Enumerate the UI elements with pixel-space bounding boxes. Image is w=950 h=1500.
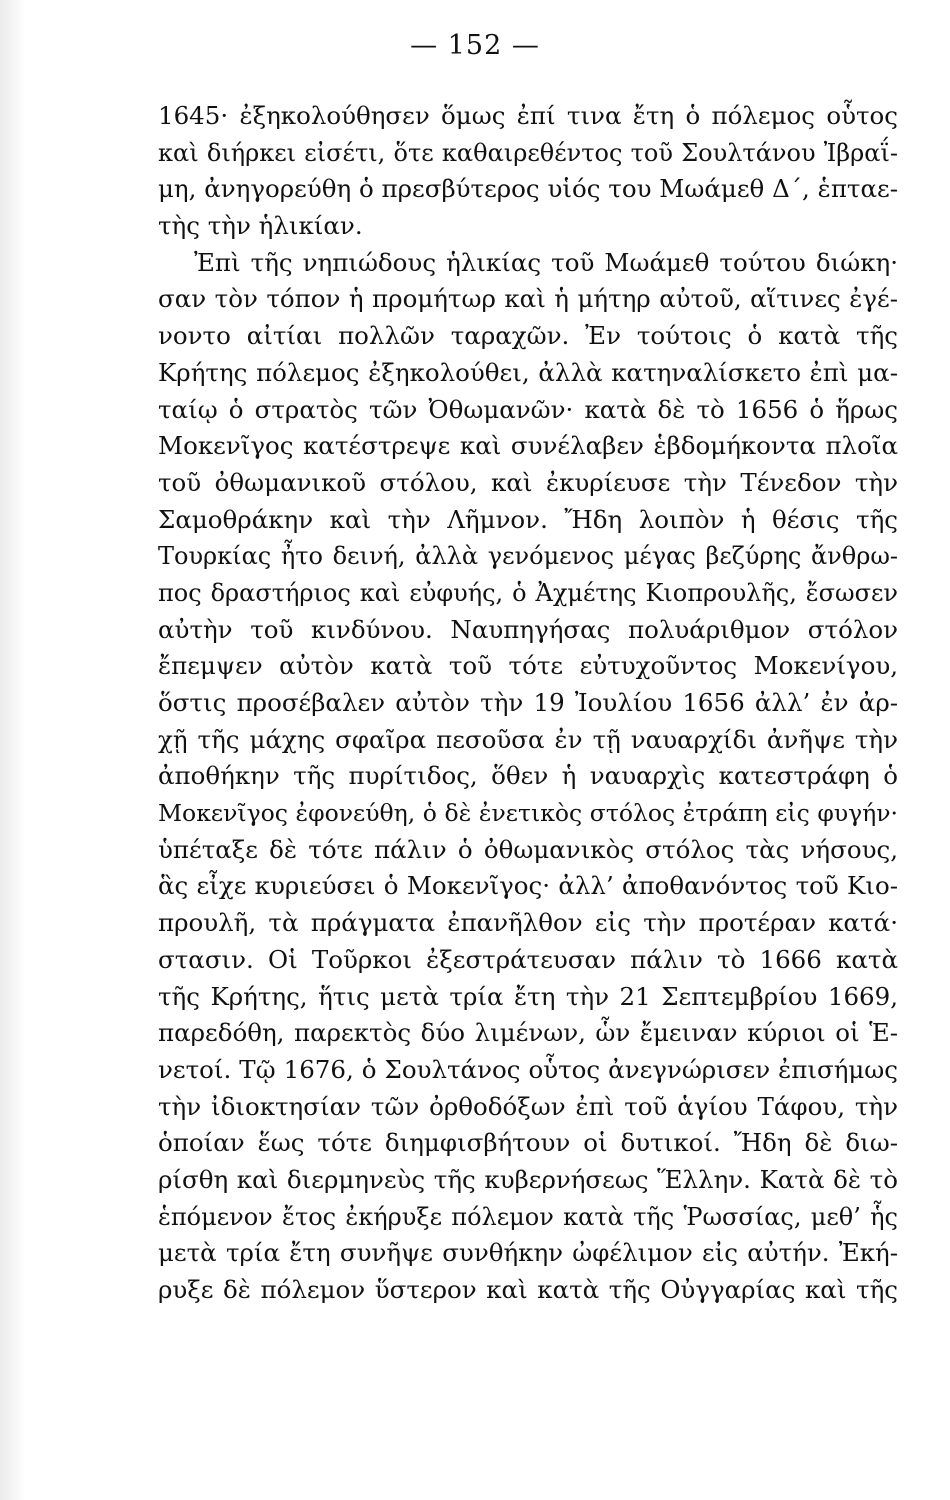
text-line: ὁποίαν ἕως τότε διημφισβήτουν οἱ δυτικοί. Ἤδη δὲ διω- <box>158 1128 898 1158</box>
text-line: καὶ διήρκει εἰσέτι, ὅτε καθαιρεθέντος τοῦ Σουλτάνου Ἰβραΐ- <box>158 138 898 167</box>
page-number: — 152 — <box>410 30 540 61</box>
text-line: προυλῆ, τὰ πράγματα ἐπανῆλθον εἰς τὴν προτέραν κατά· <box>158 908 898 938</box>
text-line: ὅστις προσέβαλεν αὐτὸν τὴν 19 Ἰουλίου 1656 ἀλλ’ ἐν ἀρ- <box>158 688 898 717</box>
page-fold-shadow <box>0 0 26 1500</box>
text-line: Τουρκίας ἦτο δεινή, ἀλλὰ γενόμενος μέγας βεζύρης ἄνθρω- <box>158 542 898 571</box>
text-line: Κρήτης πόλεμος ἐξηκολούθει, ἀλλὰ κατηναλίσκετο ἐπὶ μα- <box>158 357 898 387</box>
text-line: σαν τὸν τόπον ἡ προμήτωρ καὶ ἡ μήτηρ αὐτοῦ, αἵτινες ἐγέ- <box>158 284 898 314</box>
text-line: ἑπόμενον ἔτος ἐκήρυξε πόλεμον κατὰ τῆς Ῥωσσίας, μεθ’ ἧς <box>158 1202 898 1231</box>
text-line: Μοκενῖγος ἐφονεύθη, ὁ δὲ ἐνετικὸς στόλος ἐτράπη εἰς φυγήν· <box>158 799 898 828</box>
text-line: χῇ τῆς μάχης σφαῖρα πεσοῦσα ἐν τῇ ναυαρχίδι ἀνῆψε τὴν <box>158 724 898 754</box>
text-line: Σαμοθράκην καὶ τὴν Λῆμνον. Ἤδη λοιπὸν ἡ θέσις τῆς <box>158 504 898 534</box>
text-line: τοῦ ὀθωμανικοῦ στόλου, καὶ ἐκυρίευσε τὴν Τένεδον τὴν <box>158 467 898 497</box>
text-line: νετοί. Τῷ 1676, ὁ Σουλτάνος οὗτος ἀνεγνώρισεν ἐπισήμως <box>158 1054 898 1084</box>
text-line: πος δραστήριος καὶ εὐφυής, ὁ Ἀχμέτης Κιοπρουλῆς, ἔσωσεν <box>158 578 898 607</box>
text-line: τῆς Κρήτης, ἥτις μετὰ τρία ἔτη τὴν 21 Σεπτεμβρίου 1669, <box>158 981 898 1011</box>
text-line: παρεδόθη, παρεκτὸς δύο λιμένων, ὧν ἔμειναν κύριοι οἱ Ἑ- <box>158 1018 898 1048</box>
text-line: Μοκενῖγος κατέστρεψε καὶ συνέλαβεν ἑβδομήκοντα πλοῖα <box>158 431 898 461</box>
body-text <box>158 98 898 1309</box>
text-line: αὐτὴν τοῦ κινδύνου. Ναυπηγήσας πολυάριθμον στόλον <box>158 614 898 644</box>
text-line: μη, ἀνηγορεύθη ὁ πρεσβύτερος υἱός του Μωάμεθ Δ΄, ἑπταε- <box>158 174 898 204</box>
text-line: τὴν ἰδιοκτησίαν τῶν ὀρθοδόξων ἐπὶ τοῦ ἁγίου Τάφου, τὴν <box>158 1091 898 1121</box>
text-line: ἔπεμψεν αὐτὸν κατὰ τοῦ τότε εὐτυχοῦντος Μοκενίγου, <box>158 651 898 681</box>
text-line: νοντο αἰτίαι πολλῶν ταραχῶν. Ἐν τούτοις ὁ κατὰ τῆς <box>158 321 898 351</box>
text-line: μετὰ τρία ἔτη συνῆψε συνθήκην ὠφέλιμον εἰς αὐτήν. Ἐκή- <box>158 1238 898 1268</box>
text-line: ἀποθήκην τῆς πυρίτιδος, ὅθεν ἡ ναυαρχὶς κατεστράφη ὁ <box>158 761 898 791</box>
text-line: ὑπέταξε δὲ τότε πάλιν ὁ ὀθωμανικὸς στόλος τὰς νήσους, <box>158 834 898 864</box>
text-line: τὴς τὴν ἡλικίαν. <box>158 211 363 241</box>
text-line: Ἐπὶ τῆς νηπιώδους ἡλικίας τοῦ Μωάμεθ τούτου διώκη· <box>194 247 898 277</box>
text-line: ἃς εἶχε κυριεύσει ὁ Μοκενῖγος· ἀλλ’ ἀποθανόντος τοῦ Κιο- <box>158 871 898 901</box>
text-line: ρίσθη καὶ διερμηνεὺς τῆς κυβερνήσεως Ἕλλην. Κατὰ δὲ τὸ <box>158 1164 898 1194</box>
text-line: 1645· ἐξηκολούθησεν ὅμως ἐπί τινα ἔτη ὁ πόλεμος οὗτος <box>158 101 898 130</box>
text-line: ταίῳ ὁ στρατὸς τῶν Ὀθωμανῶν· κατὰ δὲ τὸ 1656 ὁ ἥρως <box>158 394 898 424</box>
text-line: στασιν. Οἱ Τοῦρκοι ἐξεστράτευσαν πάλιν τὸ 1666 κατὰ <box>158 944 898 974</box>
text-line: ρυξε δὲ πόλεμον ὕστερον καὶ κατὰ τῆς Οὐγγαρίας καὶ τῆς <box>158 1275 898 1304</box>
